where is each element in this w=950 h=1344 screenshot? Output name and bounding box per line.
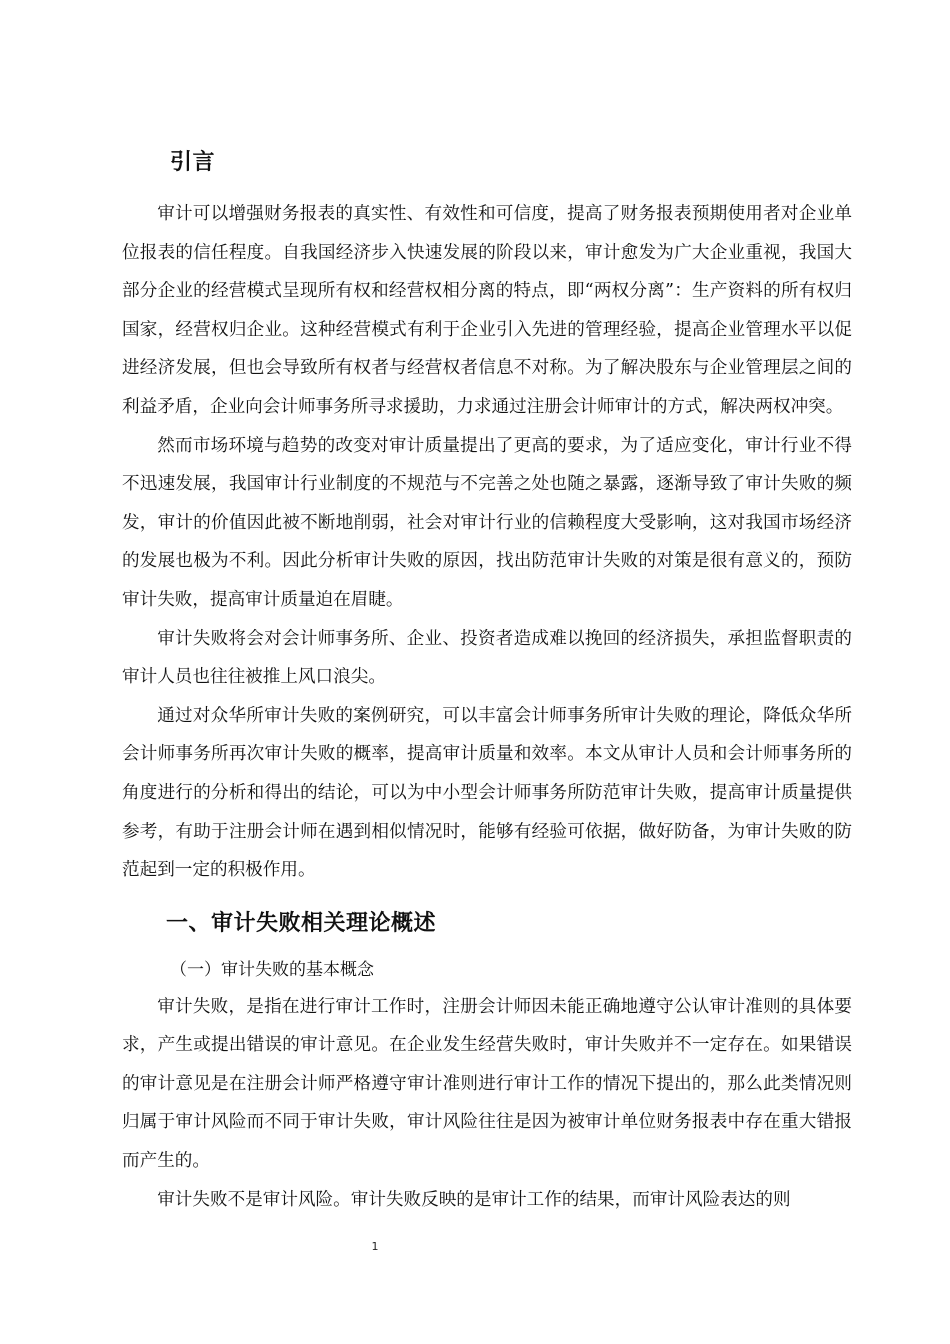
intro-paragraph-3: 审计失败将会对会计师事务所、企业、投资者造成难以挽回的经济损失，承担监督职责的审计人员也往往被推上风口浪尖。 [122,628,852,688]
intro-paragraph-2: 然而市场环境与趋势的改变对审计质量提出了更高的要求，为了适应变化，审计行业不得不迅速发展，我国审计行业制度的不规范与不完善之处也随之暴露，逐渐导致了审计失败的频发，审计的价值因此被不断地削弱，社会对审计行业的信赖程度大受影响，这对我国市场经济的发展也极为不利。因此分析审计失败的原因，找出防范审计失败的对策是很有意义的，预防审计失败，提高审计质量迫在眉睫。 [122,435,852,610]
intro-paragraph-4: 通过对众华所审计失败的案例研究，可以丰富会计师事务所审计失败的理论，降低众华所会计师事务所再次审计失败的概率，提高审计质量和效率。本文从审计人员和会计师事务所的角度进行的分析和得出的结论，可以为中小型会计师事务所防范审计失败，提高审计质量提供参考，有助于注册会计师在遇到相似情况时，能够有经验可依据，做好防备，为审计失败的防范起到一定的积极作用。 [122,705,852,881]
chapter1-paragraph-2: 审计失败不是审计风险。审计失败反映的是审计工作的结果，而审计风险表达的则 [157,1189,791,1210]
chapter1-subheading: （一）审计失败的基本概念 [170,959,374,980]
page-number: 1 [371,1240,379,1253]
intro-paragraph-1: 审计可以增强财务报表的真实性、有效性和可信度，提高了财务报表预期使用者对企业单位报表的信任程度。自我国经济步入快速发展的阶段以来，审计愈发为广大企业重视，我国大部分企业的经营模式呈现所有权和经营权相分离的特点，即“两权分离”：生产资料的所有权归国家，经营权归企业。这种经营模式有利于企业引入先进的管理经验，提高企业管理水平以促进经济发展，但也会导致所有权者与经营权者信息不对称。为了解决股东与企业管理层之间的利益矛盾，企业向会计师事务所寻求援助，力求通过注册会计师审计的方式，解决两权冲突。 [122,204,852,417]
page-content [122,145,852,1219]
intro-heading: 引言 [170,150,216,175]
chapter1-paragraph-1: 审计失败，是指在进行审计工作时，注册会计师因未能正确地遵守公认审计准则的具体要求，产生或提出错误的审计意见。在企业发生经营失败时，审计失败并不一定存在。如果错误的审计意见是在注册会计师严格遵守审计准则进行审计工作的情况下提出的，那么此类情况则归属于审计风险而不同于审计失败，审计风险往往是因为被审计单位财务报表中存在重大错报而产生的。 [122,996,852,1172]
chapter1-heading: 一、审计失败相关理论概述 [166,910,437,936]
